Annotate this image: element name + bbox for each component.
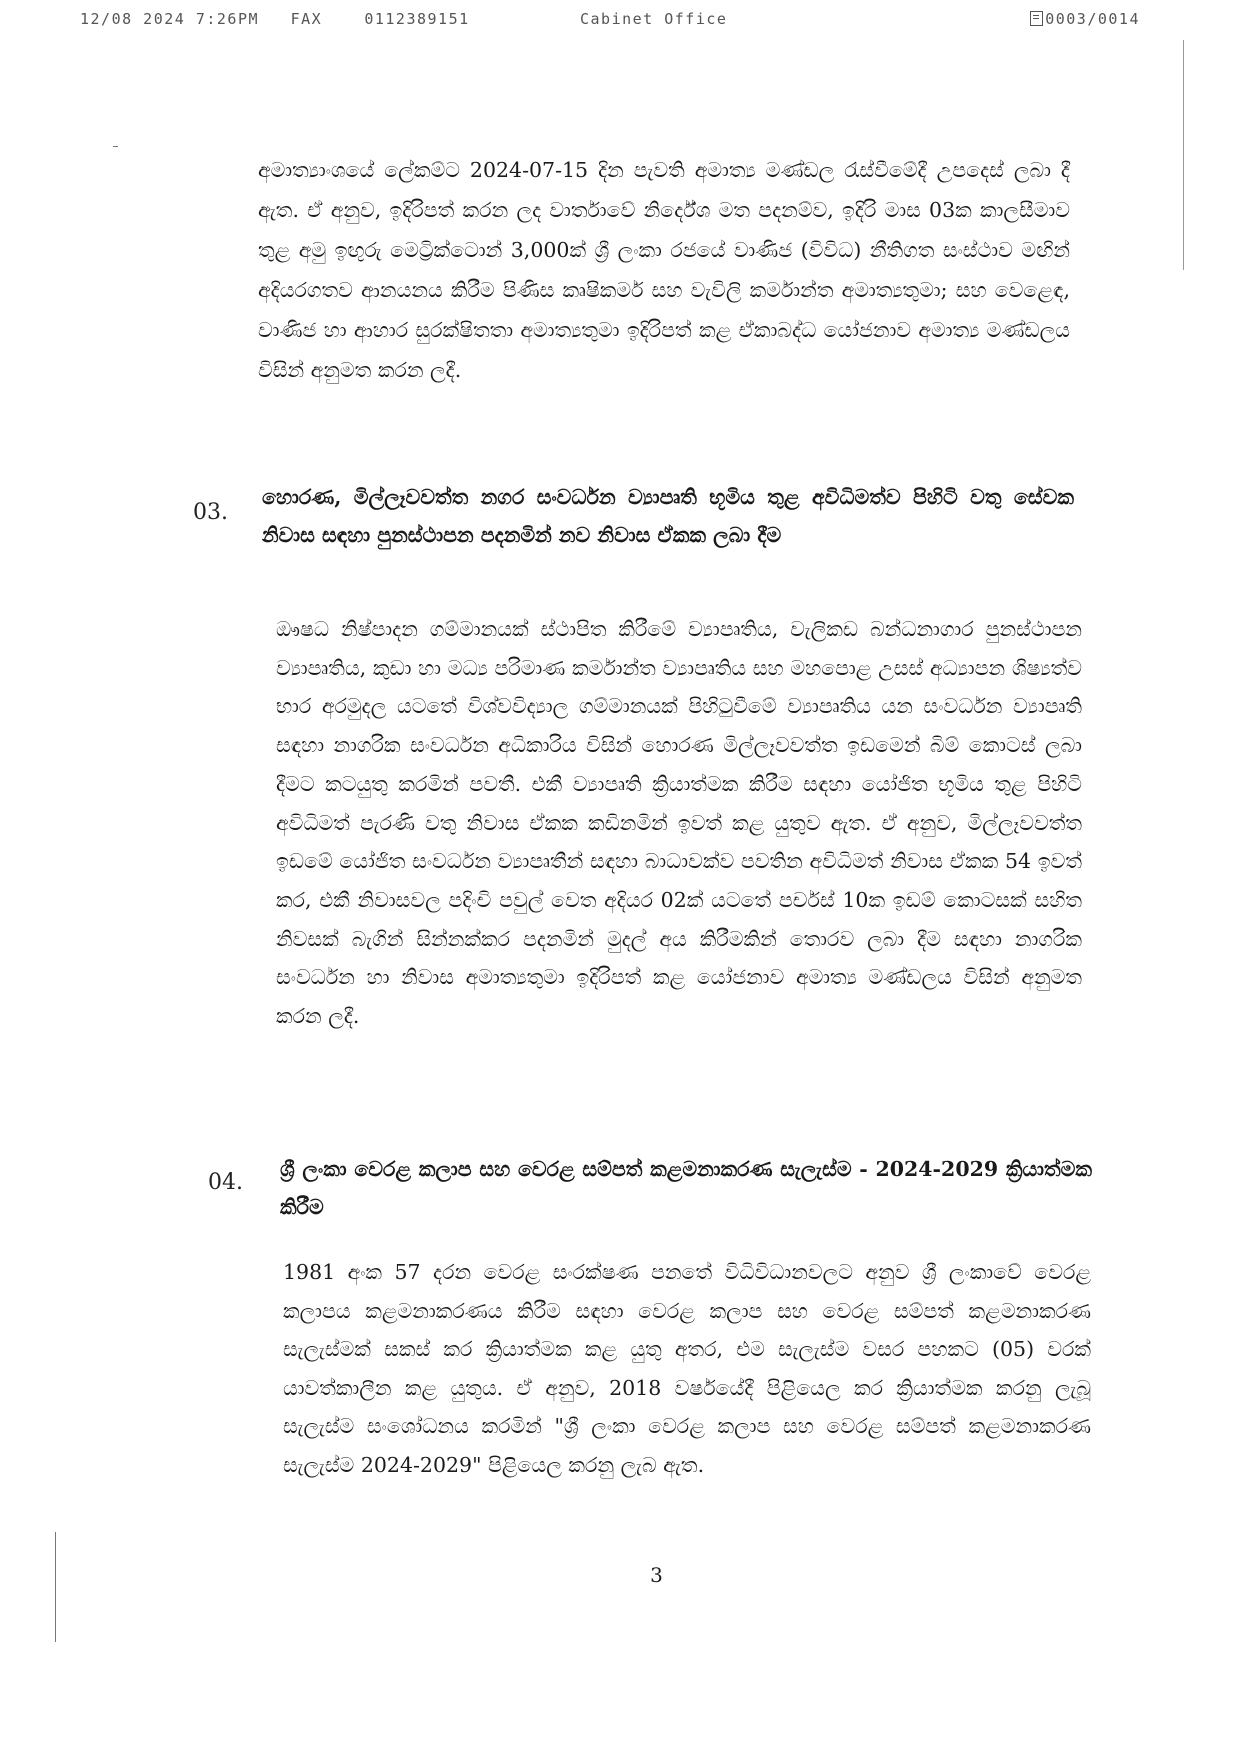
- fax-number: 0112389151: [364, 10, 470, 28]
- section-body: ඖෂධ නිෂ්පාදන ගම්මානයක් ස්ථාපිත කිරීමේ ව්‍යාපෘතිය, වැලිකඩ බන්ධනාගාර පුනස්ථාපන ව්‍යාපෘතිය, කුඩා හා මධ්‍ය පරිමාණ කර්මාන්ත ව්‍යාපෘතිය සහ මහපොළ උසස් අධ්‍යාපන ශිෂ්‍යත්ව භාර අරමුදල යටතේ විශ්වවිද්‍යාල ගම්මානයක් පිහිටුවීමේ ව්‍යාපෘතිය යන සංවර්ධන ව්‍යාපෘති සඳහා නාගරික සංවර්ධන අධිකාරිය විසින් හොරණ මිල්ලෑවවත්ත ඉඩමෙන් බිම් කොටස් ලබා දීමට කටයුතු කරමින් පවතී. එකී ව්‍යාපෘති ක්‍රියාත්මක කිරීම සඳහා යෝජිත භූමිය තුළ පිහිටි අවිධිමත් පැරණි වතු නිවාස ඒකක කඩිනමින් ඉවත් කළ යුතුව ඇත. ඒ අනුව, මිල්ලෑවවත්ත ඉඩමේ යෝජිත සංවර්ධන ව්‍යාපෘතීන් සඳහා බාධාවක්ව පවතින අවිධිමත් නිවාස ඒකක 54 ඉවත් කර, එකී නිවාසවල පදිංචි පවුල් වෙත අදියර 02ක් යටතේ පර්චස් 10ක ඉඩම් කොටසක් සහිත නිවසක් බැගින් සින්නක්කර පදනමින් මුදල් අය කිරීමකින් තොරව ලබා දීම සඳහා නාගරික සංවර්ධන හා නිවාස අමාත්‍යතුමා ඉදිරිපත් කළ යෝජනාව අමාත්‍ය මණ්ඩලය විසින් අනුමත කරන ලදී.: [276, 617, 1082, 1029]
- section-title: හොරණ, මිල්ලෑවවත්ත නගර සංවර්ධන ව්‍යාපෘති භූමිය තුළ අවිධිමත්ව පිහිටි වතු සේවක නිවාස සඳහා පුනස්ථාපන පදනමින් නව නිවාස ඒකක ලබා දීම: [262, 485, 1074, 547]
- fax-type: FAX: [290, 10, 323, 28]
- section-body: 1981 අංක 57 දරන වෙරළ සංරක්ෂණ පනතේ විධිවිධානවලට අනුව ශ්‍රී ලංකාවේ වෙරළ කලාපය කළමනාකරණය කිරීම සඳහා වෙරළ කලාප සහ වෙරළ සම්පත් කළමනාකරණ සැලැස්මක් සකස් කර ක්‍රියාත්මක කළ යුතු අතර, එම සැලැස්ම වසර පහකට (05) වරක් යාවත්කාලීන කළ යුතුය. ඒ අනුව, 2018 වර්ෂයේදී පිළියෙල කර ක්‍රියාත්මක කරනු ලැබූ සැලැස්ම සංශෝධනය කරමින් "ශ්‍රී ලංකා වෙරළ කලාප සහ වෙරළ සම්පත් කළමනාකරණ සැලැස්ම 2024-2029" පිළියෙල කරනු ලැබ ඇත.: [283, 1260, 1091, 1477]
- fax-page-counter: 0003/0014: [1045, 10, 1140, 28]
- fax-sender: Cabinet Office: [580, 10, 728, 28]
- section-number: 04.: [208, 1170, 243, 1195]
- page-icon: [1030, 11, 1043, 26]
- fax-header: [80, 10, 1140, 34]
- fax-datetime: 12/08 2024 7:26PM: [80, 10, 260, 28]
- scan-edge-line: [1183, 40, 1184, 270]
- scan-speck: [113, 146, 118, 147]
- section-title: ශ්‍රී ලංකා වෙරළ කලාප සහ වෙරළ සම්පත් කළමනාකරණ සැලැස්ම - 2024-2029 ක්‍රියාත්මක කිරීම: [280, 1157, 1092, 1219]
- intro-paragraph: අමාත්‍යාංශයේ ලේකම්ට 2024-07-15 දින පැවති අමාත්‍ය මණ්ඩල රැස්වීමේදී උපදෙස් ලබා දී ඇත. ඒ අනුව, ඉදිරිපත් කරන ලද වාර්තාවේ නිර්දේශ මත පදනම්ව, ඉදිරි මාස 03ක කාලසීමාව තුළ අමු ඉඟුරු මෙට්‍රික්ටොන් 3,000ක් ශ්‍රී ලංකා රජයේ වාණිජ (විවිධ) නීතිගත සංස්ථාව මඟින් අදියරගතව ආනයනය කිරීම පිණිස කෘෂිකර්ම සහ වැවිලි කර්මාන්ත අමාත්‍යතුමා; සහ වෙළෙඳ, වාණිජ හා ආහාර සුරක්ෂිතතා අමාත්‍යතුමා ඉදිරිපත් කළ ඒකාබද්ධ යෝජනාව අමාත්‍ය මණ්ඩලය විසින් අනුමත කරන ලදී.: [258, 158, 1070, 382]
- section-number: 03.: [193, 500, 228, 525]
- scan-edge-line: [55, 1532, 56, 1642]
- page-number: 3: [650, 1563, 663, 1587]
